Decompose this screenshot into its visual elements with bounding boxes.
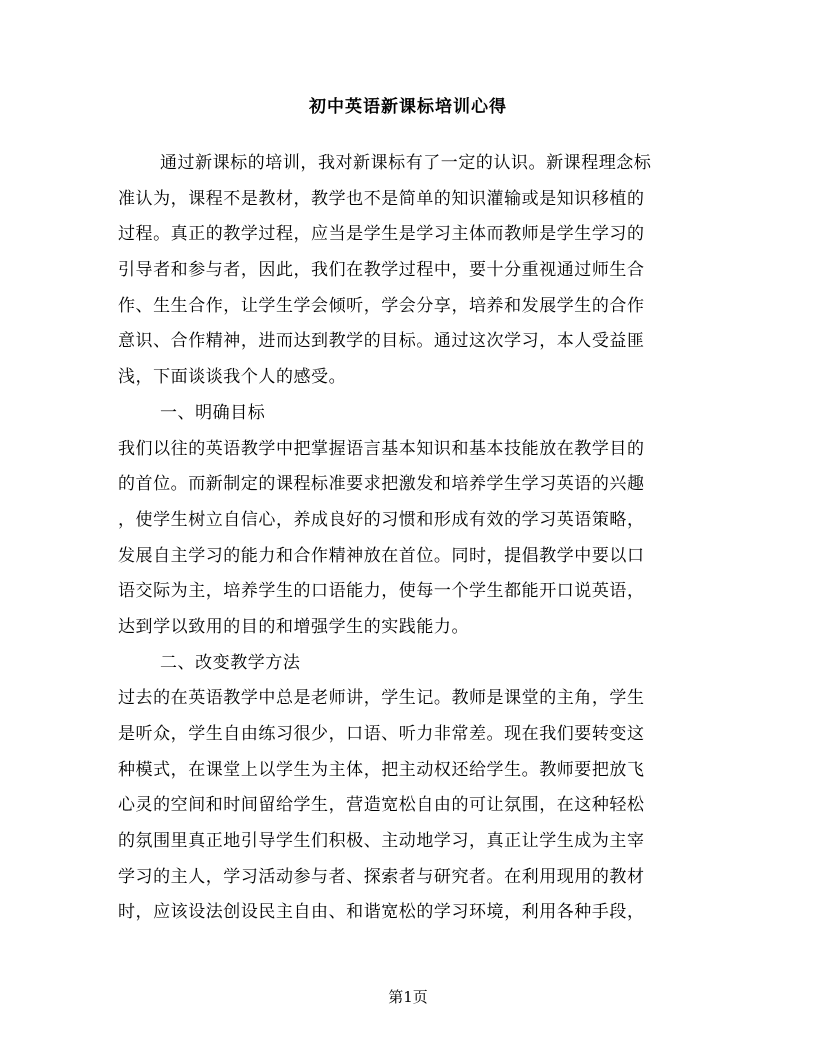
paragraph-line: 浅，下面谈谈我个人的感受。 bbox=[118, 367, 347, 388]
document-body bbox=[118, 146, 698, 931]
paragraph-line: 通过新课标的培训，我对新课标有了一定的认识。新课程理念标 bbox=[160, 153, 652, 173]
paragraph-line: 引导者和参与者，因此，我们在教学过程中，要十分重视通过师生合 bbox=[118, 260, 645, 281]
paragraph-line: ，使学生树立自信心，养成良好的习惯和形成有效的学习英语策略， bbox=[118, 509, 645, 530]
paragraph-line: 心灵的空间和时间留给学生，营造宽松自由的可让氛围，在这种轻松 bbox=[118, 795, 645, 816]
paragraph-line: 意识、合作精神，进而达到教学的目标。通过这次学习，本人受益匪 bbox=[118, 331, 645, 352]
paragraph-line: 发展自主学习的能力和合作精神放在首位。同时，提倡教学中要以口 bbox=[118, 545, 645, 566]
section-heading: 一、明确目标 bbox=[160, 402, 266, 423]
document-title: 初中英语新课标培训心得 bbox=[309, 97, 507, 117]
paragraph-line: 过程。真正的教学过程，应当是学生是学习主体而教师是学生学习的 bbox=[118, 224, 645, 245]
paragraph-line: 作、生生合作，让学生学会倾听，学会分享，培养和发展学生的合作 bbox=[118, 295, 645, 316]
paragraph-line: 的首位。而新制定的课程标准要求把激发和培养学生学习英语的兴趣 bbox=[118, 474, 645, 495]
paragraph-line: 达到学以致用的目的和增强学生的实践能力。 bbox=[118, 616, 469, 637]
paragraph-line: 时，应该设法创设民主自由、和谐宽松的学习环境，利用各种手段， bbox=[118, 902, 645, 923]
paragraph-line: 学习的主人，学习活动参与者、探索者与研究者。在利用现用的教材 bbox=[118, 866, 645, 887]
paragraph-line: 是听众，学生自由练习很少，口语、听力非常差。现在我们要转变这 bbox=[118, 724, 645, 744]
section-heading: 二、改变教学方法 bbox=[160, 652, 301, 673]
paragraph-line: 种模式，在课堂上以学生为主体，把主动权还给学生。教师要把放飞 bbox=[118, 759, 645, 780]
paragraph-line: 我们以往的英语教学中把掌握语言基本知识和基本技能放在教学目的 bbox=[118, 438, 645, 459]
paragraph-line: 的氛围里真正地引导学生们积极、主动地学习，真正让学生成为主宰 bbox=[118, 831, 645, 852]
paragraph-line: 过去的在英语教学中总是老师讲，学生记。教师是课堂的主角，学生 bbox=[118, 688, 645, 709]
page-number: 第1页 bbox=[388, 988, 428, 1006]
paragraph-line: 准认为，课程不是教材，教学也不是简单的知识灌输或是知识移植的 bbox=[118, 188, 645, 209]
paragraph-line: 语交际为主，培养学生的口语能力，使每一个学生都能开口说英语， bbox=[118, 581, 645, 602]
